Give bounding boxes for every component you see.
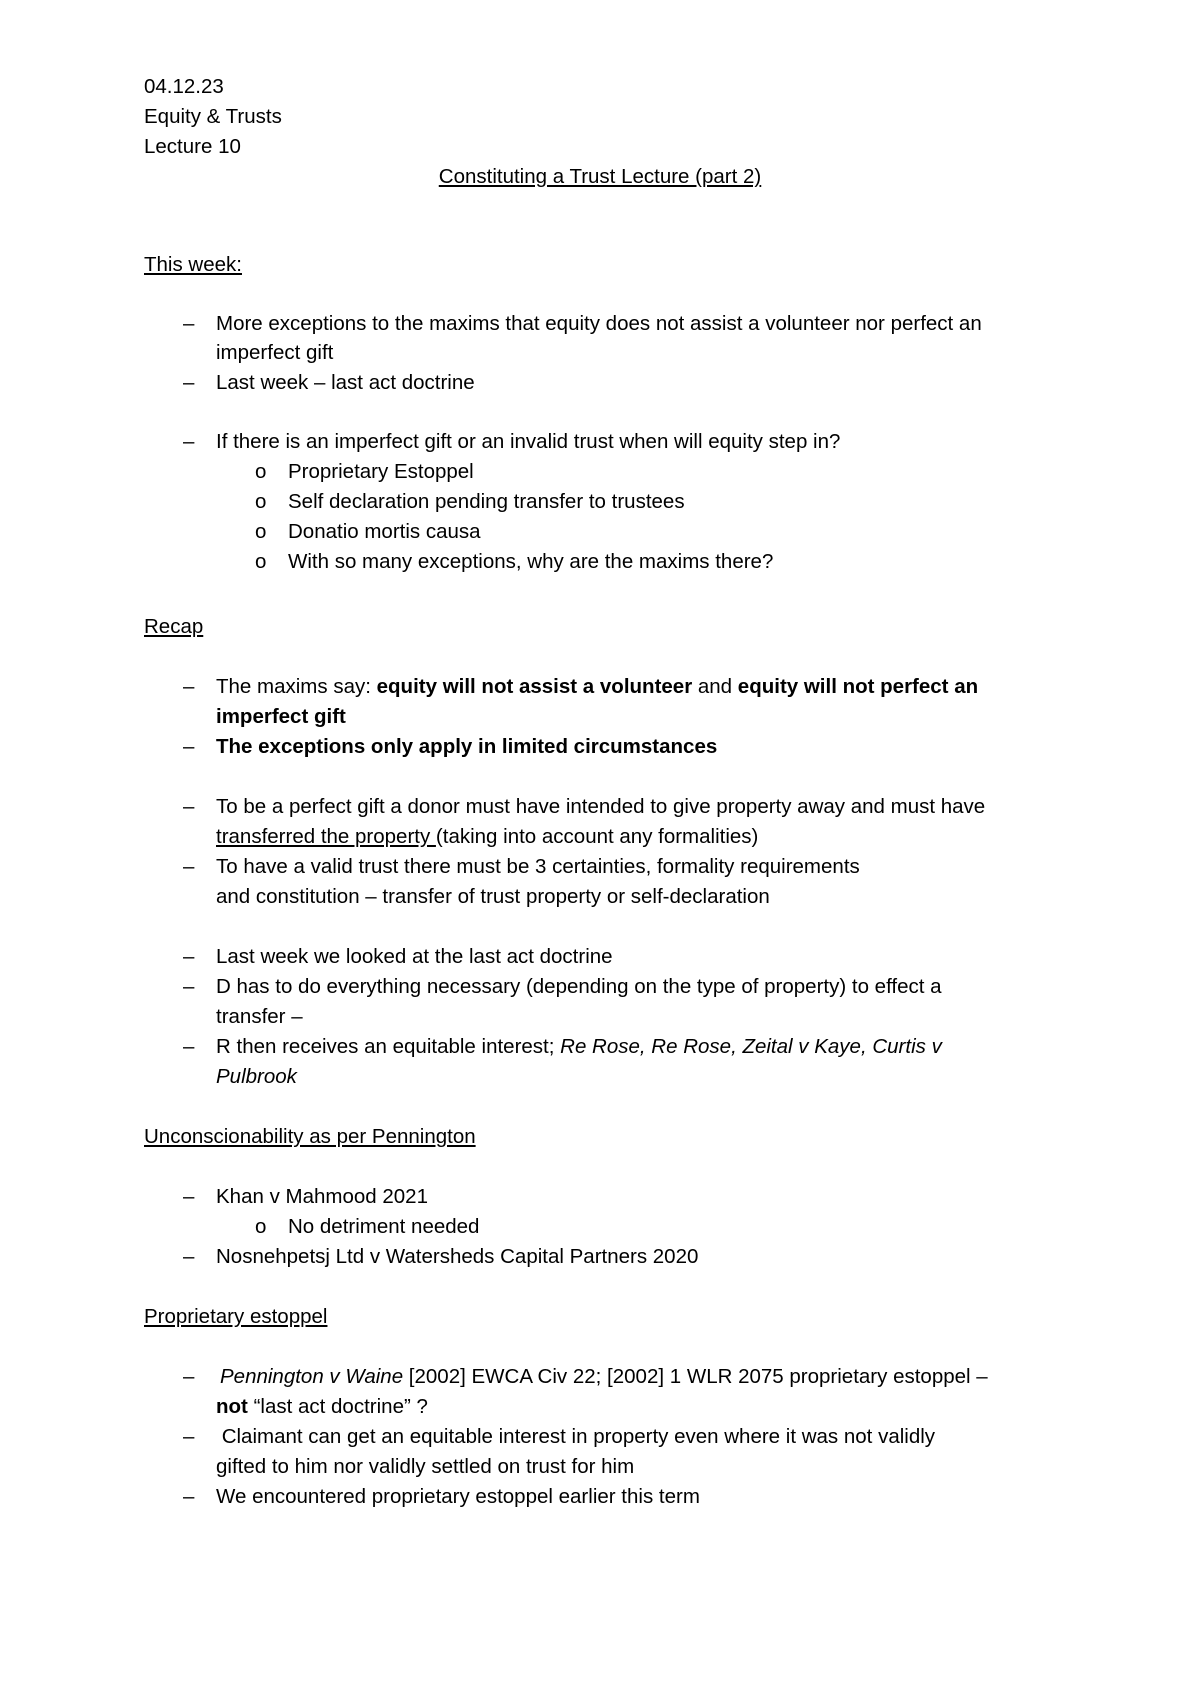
bullet-dash: –: [183, 430, 195, 453]
list-item: To have a valid trust there must be 3 certainties, formality requirements: [216, 855, 860, 878]
bullet-circle: o: [255, 520, 267, 543]
text-run: R then receives an equitable interest;: [216, 1035, 561, 1058]
section-heading-this-week: This week:: [144, 253, 242, 276]
bullet-dash: –: [183, 795, 195, 818]
section-heading-proprietary-estoppel: Proprietary estoppel: [144, 1305, 328, 1328]
bullet-circle: o: [255, 1215, 267, 1238]
bullet-dash: –: [183, 1185, 195, 1208]
list-item-continuation: imperfect gift: [216, 705, 346, 728]
list-item: Last week – last act doctrine: [216, 371, 475, 394]
text-run: The maxims say:: [216, 675, 377, 698]
list-item-continuation: and constitution – transfer of trust property or self-declaration: [216, 885, 770, 908]
bullet-dash: –: [183, 675, 195, 698]
section-heading-unconscionability: Unconscionability as per Pennington: [144, 1125, 476, 1148]
list-item: D has to do everything necessary (depending on the type of property) to effect a: [216, 975, 942, 998]
list-item-continuation: imperfect gift: [216, 341, 334, 364]
case-names: Re Rose, Re Rose, Zeital v Kaye, Curtis v: [560, 1035, 942, 1058]
underlined-phrase: transferred the property: [216, 825, 436, 848]
course-name: Equity & Trusts: [144, 105, 282, 128]
sub-list-item: Self declaration pending transfer to trustees: [288, 490, 685, 513]
sub-list-item: Donatio mortis causa: [288, 520, 481, 543]
bullet-dash: –: [183, 1245, 195, 1268]
list-item-continuation: Pulbrook: [216, 1065, 297, 1088]
list-item: Claimant can get an equitable interest in property even where it was not validly: [216, 1425, 936, 1448]
list-item: Nosnehpetsj Ltd v Watersheds Capital Partners 2020: [216, 1245, 699, 1268]
text-run: “last act doctrine” ?: [247, 1395, 428, 1418]
lecture-number: Lecture 10: [144, 135, 241, 158]
text-run: and: [692, 675, 738, 698]
bullet-dash: –: [183, 1035, 195, 1058]
list-item: Last week we looked at the last act doctrine: [216, 945, 613, 968]
bullet-dash: –: [183, 975, 195, 998]
maxim-volunteer: equity will not assist a volunteer: [376, 675, 693, 698]
citation: [2002] EWCA Civ 22; [2002] 1 WLR 2075 proprietary estoppel –: [403, 1365, 988, 1388]
case-name: Pennington v Waine: [220, 1365, 404, 1388]
list-item: [220, 1362, 988, 1392]
sub-list-item: With so many exceptions, why are the maxims there?: [288, 550, 774, 573]
list-item-continuation: [216, 822, 758, 852]
list-item-continuation: gifted to him nor validly settled on trust for him: [216, 1455, 635, 1478]
maxim-perfect: equity will not perfect an: [737, 675, 979, 698]
bullet-circle: o: [255, 550, 267, 573]
list-item: Khan v Mahmood 2021: [216, 1185, 428, 1208]
list-item: The exceptions only apply in limited circumstances: [216, 735, 718, 758]
section-heading-recap: Recap: [144, 615, 204, 638]
list-item: We encountered proprietary estoppel earlier this term: [216, 1485, 700, 1508]
list-item: To be a perfect gift a donor must have intended to give property away and must have: [216, 795, 986, 818]
bullet-circle: o: [255, 490, 267, 513]
list-item: More exceptions to the maxims that equity does not assist a volunteer nor perfect an: [216, 312, 982, 335]
bullet-circle: o: [255, 460, 267, 483]
text-run: (taking into account any formalities): [435, 825, 759, 848]
bullet-dash: –: [183, 855, 195, 878]
sub-list-item: No detriment needed: [288, 1215, 480, 1238]
page-title: Constituting a Trust Lecture (part 2): [438, 165, 762, 188]
bullet-dash: –: [183, 735, 195, 758]
bullet-dash: –: [183, 1485, 195, 1508]
bullet-dash: –: [183, 945, 195, 968]
bullet-dash: –: [183, 1365, 195, 1388]
bullet-dash: –: [183, 1425, 195, 1448]
list-item: [216, 672, 978, 702]
sub-list-item: Proprietary Estoppel: [288, 460, 474, 483]
list-item-continuation: transfer –: [216, 1005, 303, 1028]
list-item: [216, 1032, 942, 1062]
list-item: If there is an imperfect gift or an invalid trust when will equity step in?: [216, 430, 841, 453]
date: 04.12.23: [144, 75, 224, 98]
list-item-continuation: [216, 1392, 428, 1422]
bullet-dash: –: [183, 312, 195, 335]
emphasis-not: not: [216, 1395, 248, 1418]
bullet-dash: –: [183, 371, 195, 394]
